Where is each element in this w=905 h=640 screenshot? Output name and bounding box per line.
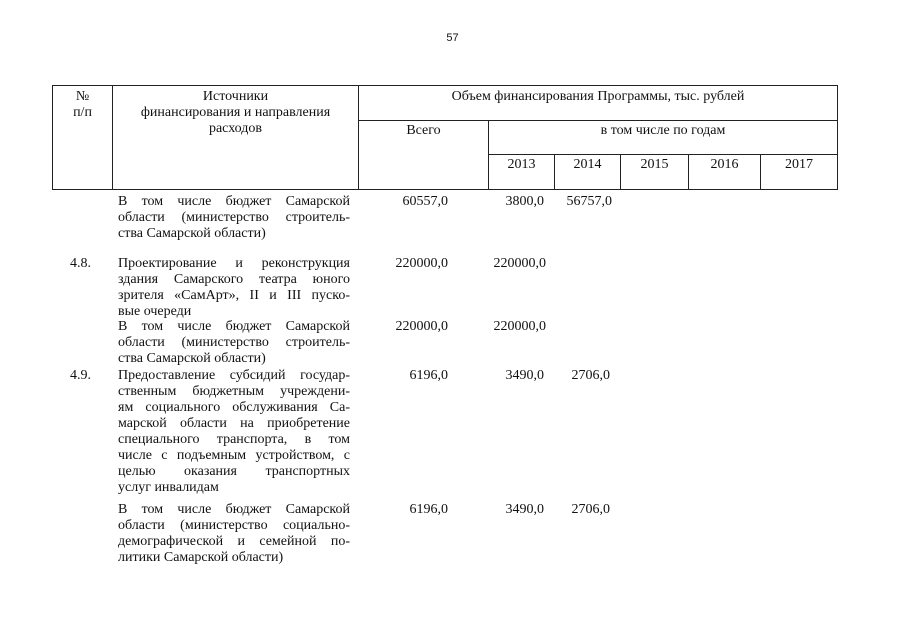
- header-year-2017: 2017: [785, 157, 813, 172]
- row-2013: 3800,0: [505, 194, 544, 209]
- row-description-line: области (министерство социально-: [118, 518, 350, 533]
- header-volume-title: Объем финансирования Программы, тыс. рублей: [451, 89, 745, 104]
- row-2014: 56757,0: [566, 194, 612, 209]
- row-total: 220000,0: [395, 319, 448, 334]
- row-total: 6196,0: [409, 368, 448, 383]
- row-total: 6196,0: [409, 502, 448, 517]
- row-description-line: марской области на приобретение: [118, 416, 350, 431]
- row-description-line: зрителя «СамАрт», II и III пуско-: [118, 288, 350, 303]
- row-total: 220000,0: [395, 256, 448, 271]
- row-description-line: числе с подъемным устройством, с: [118, 448, 350, 463]
- row-description-line: В том числе бюджет Самарской: [118, 319, 350, 334]
- row-description: [118, 368, 350, 496]
- header-volume-divider: [358, 120, 838, 121]
- header-source-col: [113, 89, 358, 137]
- row-description: [118, 256, 350, 320]
- header-source-line-1: Источники: [202, 89, 269, 104]
- row-description-line: Проектирование и реконструкция: [118, 256, 350, 271]
- row-description: [118, 502, 350, 566]
- row-2013: 3490,0: [505, 502, 544, 517]
- row-description-line: области (министерство строитель-: [118, 335, 350, 350]
- page-number: 57: [446, 32, 459, 44]
- header-year-2015: 2015: [640, 157, 669, 172]
- row-2014: 2706,0: [571, 502, 610, 517]
- row-description-line: ства Самарской области): [118, 226, 266, 241]
- header-bottom-border: [52, 189, 838, 190]
- row-total: 60557,0: [402, 194, 448, 209]
- row-2013: 3490,0: [505, 368, 544, 383]
- row-description-line: вые очереди: [118, 304, 192, 319]
- row-description: [118, 194, 350, 242]
- header-num-col: [53, 89, 112, 121]
- row-description-line: области (министерство строитель-: [118, 210, 350, 225]
- row-description: [118, 319, 350, 367]
- header-year-2014: 2014: [573, 157, 602, 172]
- row-2013: 220000,0: [493, 256, 546, 271]
- header-years-divider: [488, 154, 838, 155]
- header-right-border: [837, 85, 838, 190]
- header-year-2016: 2016: [710, 157, 739, 172]
- header-num-line-2: п/п: [73, 105, 92, 120]
- row-index: 4.8.: [70, 256, 91, 271]
- row-description-line: услуг инвалидам: [118, 480, 219, 495]
- row-description-line: В том числе бюджет Самарской: [118, 194, 350, 209]
- header-by-years: в том числе по годам: [600, 123, 726, 138]
- row-description-line: ства Самарской области): [118, 351, 266, 366]
- row-2013: 220000,0: [493, 319, 546, 334]
- header-source-line-2: финансирования и направления: [140, 105, 331, 120]
- row-description-line: демографической и семейной по-: [118, 534, 350, 549]
- header-source-line-3: расходов: [208, 121, 263, 136]
- row-description-line: здания Самарского театра юного: [118, 272, 350, 287]
- header-total: Всего: [406, 123, 441, 138]
- header-top-border: [52, 85, 838, 86]
- row-description-line: специального транспорта, в том: [118, 432, 350, 447]
- row-description-line: литики Самарской области): [118, 550, 284, 565]
- row-description-line: целью оказания транспортных: [118, 464, 350, 479]
- row-2014: 2706,0: [571, 368, 610, 383]
- row-description-line: ям социального обслуживания Са-: [118, 400, 350, 415]
- header-num-line-1: №: [75, 89, 90, 104]
- row-index: 4.9.: [70, 368, 91, 383]
- row-description-line: В том числе бюджет Самарской: [118, 502, 350, 517]
- header-year-2013: 2013: [507, 157, 536, 172]
- row-description-line: ственным бюджетным учреждени-: [118, 384, 350, 399]
- row-description-line: Предоставление субсидий государ-: [118, 368, 350, 383]
